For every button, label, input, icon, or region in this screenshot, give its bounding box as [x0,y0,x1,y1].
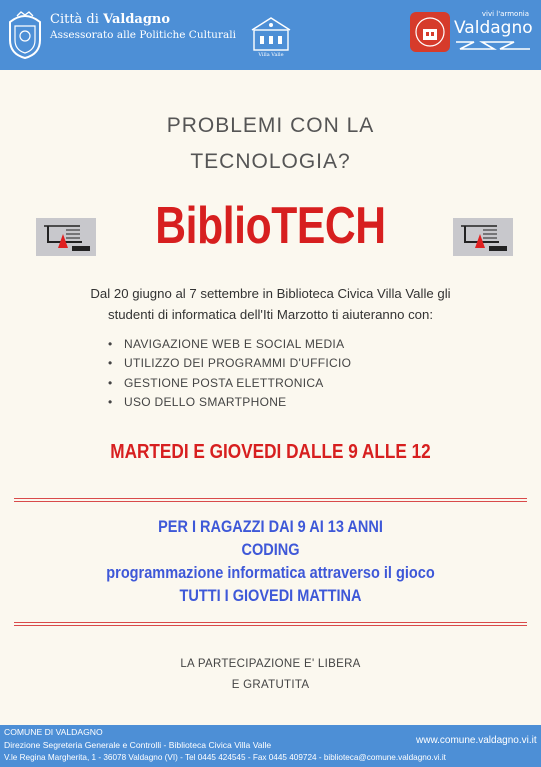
intro-text [30,283,511,325]
valdagno-brand [454,10,533,56]
footer-bar [0,725,541,767]
closing-line-1: LA PARTECIPAZIONE E' LIBERA [180,658,361,670]
list-item: • GESTIONE POSTA ELETTRONICA [108,374,351,393]
headline [0,108,541,180]
intro-line-1: Dal 20 giugno al 7 settembre in Biblioteca Civica Villa Valle gli [90,286,451,301]
kids-line-2: CODING [241,541,300,559]
headline-line-2: TECNOLOGIA? [190,150,351,173]
website-link[interactable]: www.comune.valdagno.vi.it [416,735,537,746]
valdagno-brand-badge-icon [410,12,450,52]
city-title: Città di Valdagno [50,12,171,27]
event-title: BiblioTECH [155,197,386,255]
footer-line-1: COMUNE DI VALDAGNO [4,727,103,737]
headline-line-1: PROBLEMI CON LA [166,114,375,137]
kids-line-3: programmazione informatica attraverso il gioco [106,564,435,582]
closing-line-2: E GRATUTITA [231,679,310,691]
schedule-text: MARTEDI E GIOVEDI DALLE 9 ALLE 12 [110,441,431,463]
villa-valle-caption: Villa Valle [258,52,284,58]
list-item: • USO DELLO SMARTPHONE [108,393,351,412]
list-item: • UTILIZZO DEI PROGRAMMI D'UFFICIO [108,354,351,373]
brand-waves-icon [454,38,532,52]
city-crest-icon [6,10,44,60]
list-item: • NAVIGAZIONE WEB E SOCIAL MEDIA [108,335,351,354]
kids-line-4: TUTTI I GIOVEDI MATTINA [179,587,362,605]
brand-tagline: vivi l'armonia [481,10,529,18]
city-branding [50,12,236,42]
kids-line-1: PER I RAGAZZI DAI 9 AI 13 ANNI [158,518,383,536]
kids-section [0,516,541,608]
footer-line-2: Direzione Segreteria Generale e Controlli - Biblioteca Civica Villa Valle [4,740,272,750]
header-bar [0,0,541,70]
services-list [108,335,351,412]
brand-name: Valdagno [454,18,533,38]
department-name: Assessorato alle Politiche Culturali [50,29,236,41]
intro-line-2: studenti di informatica dell'Iti Marzotto ti aiuteranno con: [107,307,434,322]
closing-text [0,654,541,696]
divider-top [14,498,527,502]
footer-line-3: V.le Regina Margherita, 1 - 36078 Valdagno (VI) - Tel 0445 424545 - Fax 0445 409724 - biblioteca@comune.valdagno.vi.it [4,753,446,762]
divider-bottom [14,622,527,626]
